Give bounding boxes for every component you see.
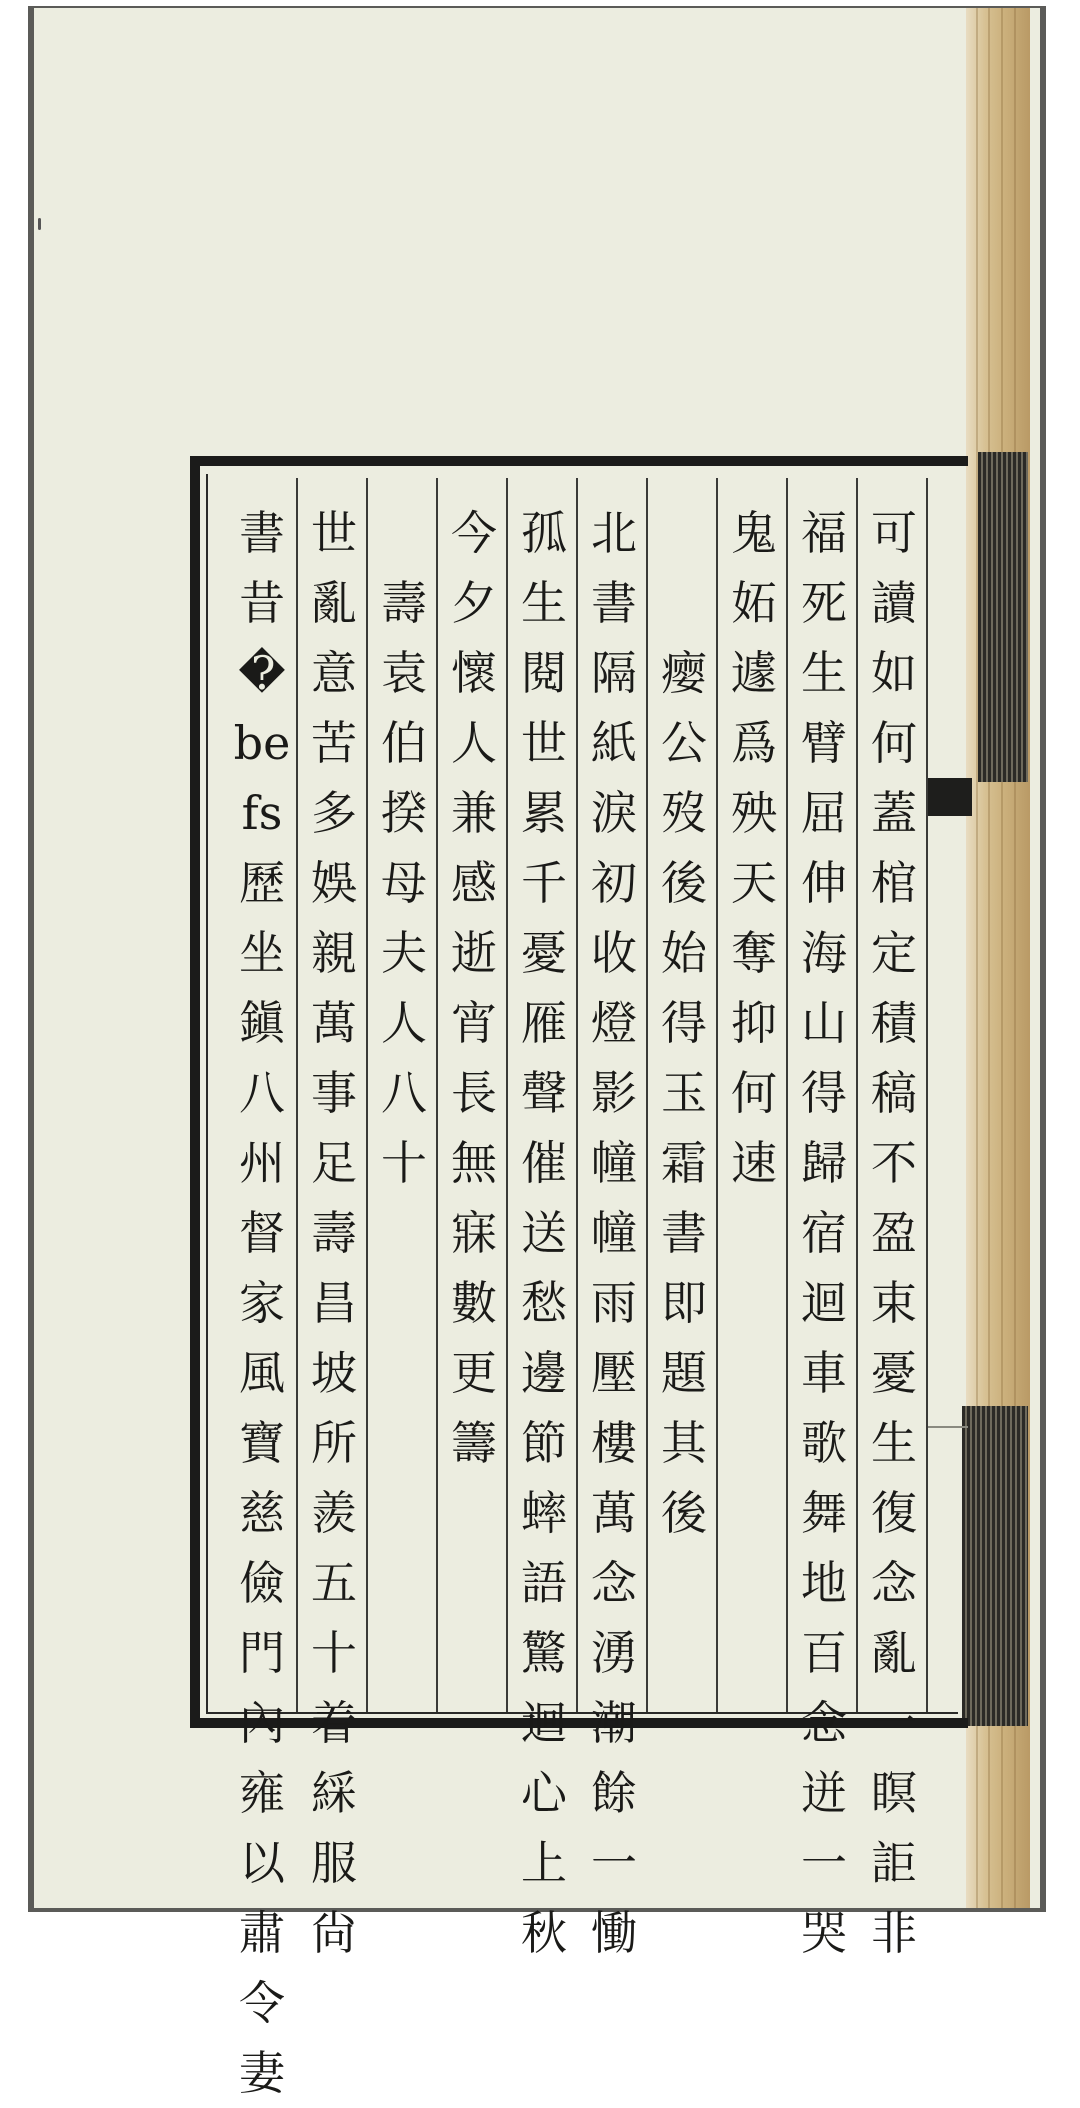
text-column-7: 今夕懷人兼感逝宵長無寐數更籌: [451, 506, 497, 1470]
text-column-5: 北書隔紙淚初收燈影幢幢雨壓樓萬念湧潮餘一慟: [591, 506, 637, 1960]
text-column-2: 福死生臂屈伸海山得歸宿迴車歌舞地百念迸一哭: [801, 506, 847, 1960]
text-column-3: 鬼妬遽爲殃天奪抑何速: [731, 506, 777, 1190]
poem-title-column: 瘿公歿後始得玉霜書即題其後: [661, 646, 707, 1540]
text-column-1: 可讀如何蓋棺定積稿不盈束憂生復念亂一瞑詎非: [871, 506, 917, 1960]
text-column-6: 孤生閱世累千憂雁聲催送愁邊節蟀語驚迴心上秋: [521, 506, 567, 1960]
column-rule: [576, 478, 578, 1712]
fore-edge-dark-band-upper: [978, 452, 1028, 782]
column-rule: [646, 478, 648, 1712]
text-column-9: 世亂意苦多娛親萬事足壽昌坡所羨五十着綵服尙: [311, 506, 357, 1960]
column-rule: [926, 478, 928, 1712]
column-rule: [436, 478, 438, 1712]
column-rule: [856, 478, 858, 1712]
fore-edge-dark-band-lower: [962, 1406, 1028, 1726]
column-rule: [296, 478, 298, 1712]
ink-speck: [38, 218, 41, 230]
column-rule: [366, 478, 368, 1712]
column-rule: [786, 478, 788, 1712]
poem-title-column: 壽袁伯揆母夫人八十: [381, 576, 427, 1190]
column-rule: [506, 478, 508, 1712]
text-column-10: 書昔�befs歷坐鎭八州督家風寶慈儉門內雍以肅令妻: [233, 506, 291, 2100]
column-rule: [716, 478, 718, 1712]
